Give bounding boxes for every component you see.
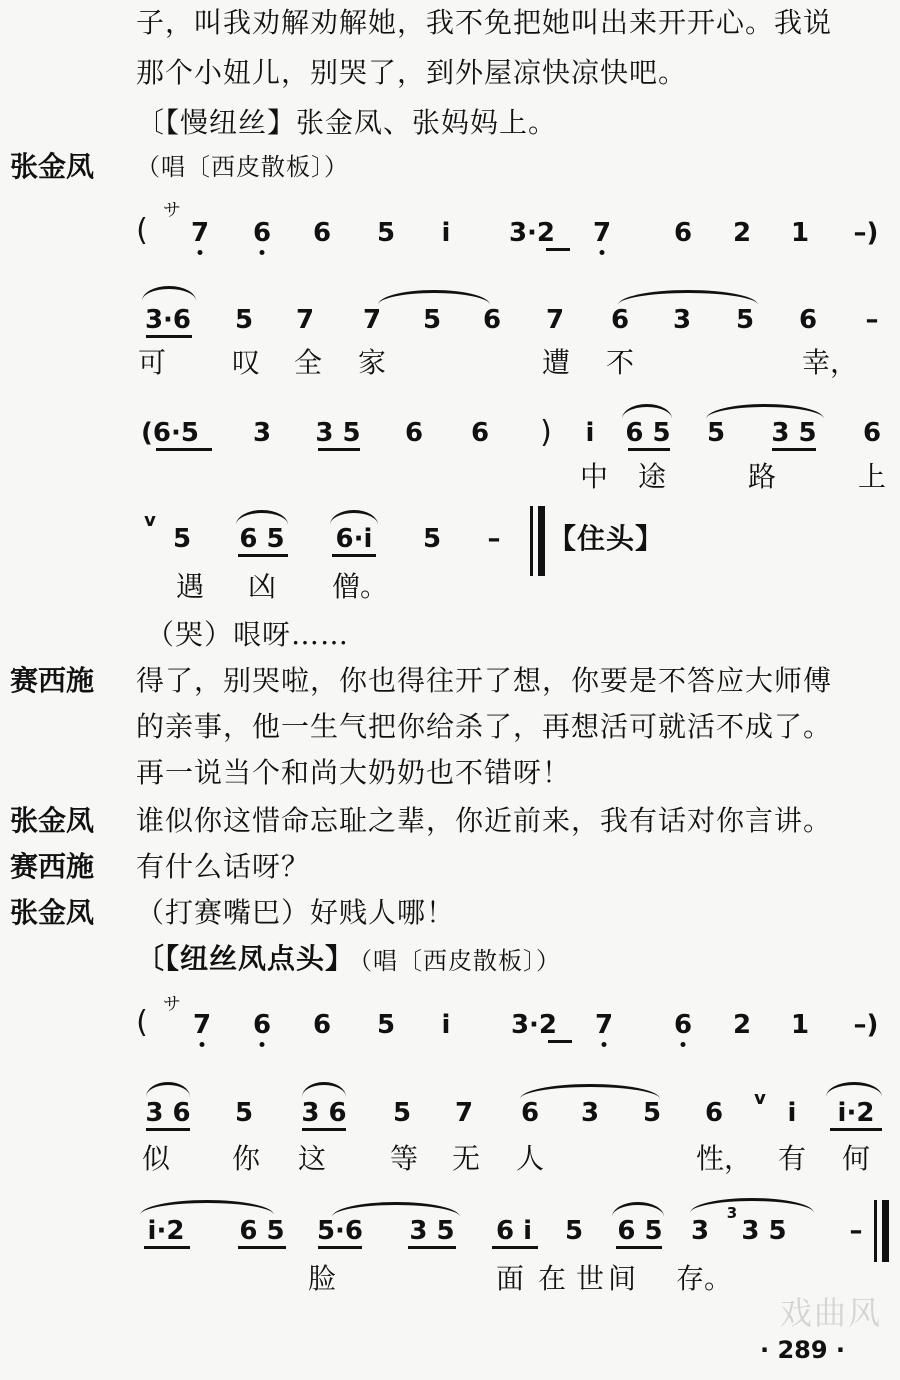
slur	[706, 404, 824, 419]
note: 5	[706, 418, 726, 448]
tempo-sign: サ	[163, 994, 181, 1015]
note: 6	[862, 418, 882, 448]
note: 7	[295, 305, 315, 335]
note: 6 i	[495, 1216, 533, 1246]
lyric: 上	[857, 460, 887, 493]
note: –	[487, 524, 501, 554]
note: 6	[404, 418, 424, 448]
grace-note: 3	[726, 1204, 738, 1222]
lyric: 世	[575, 1262, 605, 1295]
note: 3	[672, 305, 692, 335]
note: 3 6	[145, 1098, 191, 1128]
breath-mark: v	[754, 1088, 766, 1109]
lyric: 无	[451, 1142, 481, 1175]
barline-thin	[530, 506, 533, 576]
note: 3	[690, 1216, 710, 1246]
note: i	[441, 218, 451, 248]
note: i·2	[147, 1216, 185, 1246]
slur	[690, 1198, 814, 1213]
note: 7	[362, 305, 382, 335]
sing-direction: （唱〔西皮散板〕）	[136, 153, 349, 181]
underline	[332, 554, 376, 557]
underline	[492, 1246, 538, 1249]
note: 6·i	[335, 524, 373, 554]
lyric: 路	[747, 460, 777, 493]
lyric: 有	[777, 1142, 807, 1175]
lyric: 性，	[695, 1142, 753, 1175]
lyric: 存。	[675, 1262, 733, 1295]
note: 5	[376, 218, 396, 248]
note: 3 5	[315, 418, 361, 448]
dialogue-line: （打赛嘴巴）好贱人哪！	[136, 896, 456, 929]
underline	[772, 448, 816, 451]
speaker-name: 张金凤	[10, 896, 95, 929]
note: 5	[172, 524, 192, 554]
note: 6	[312, 1010, 332, 1040]
score-open-paren: (	[136, 1005, 148, 1040]
note: 5	[234, 305, 254, 335]
dialogue-line: 再一说当个和尚大奶奶也不错呀！	[136, 756, 572, 789]
lyric: 可	[137, 346, 167, 379]
note: 6	[252, 218, 272, 248]
note: i	[585, 418, 595, 448]
note: 5	[234, 1098, 254, 1128]
note: –	[849, 1216, 863, 1246]
underline	[830, 1128, 882, 1131]
note: 6 5	[239, 1216, 285, 1246]
note: i·2	[837, 1098, 875, 1128]
slur	[520, 1084, 660, 1099]
note: 3·6	[144, 305, 192, 335]
lyric: 家	[357, 346, 387, 379]
note: 3	[252, 418, 272, 448]
stage-direction-1: 〔【慢纽丝】张金凤、张妈妈上。	[136, 106, 558, 139]
low-dot	[198, 250, 203, 255]
lyric: 似	[141, 1142, 171, 1175]
note: 3 5	[741, 1216, 787, 1246]
note: 6	[252, 1010, 272, 1040]
note: 3 6	[301, 1098, 347, 1128]
low-dot	[260, 250, 265, 255]
stage-direction-2: 〔【纽丝凤点头】	[136, 942, 355, 975]
close-paren: )	[540, 415, 552, 450]
lyric: 遭	[541, 346, 571, 379]
note: –	[865, 305, 879, 335]
underline	[144, 1246, 190, 1249]
dialogue-line: 得了，别哭啦，你也得往开了想，你要是不答应大师傅	[136, 664, 833, 697]
note: i	[441, 1010, 451, 1040]
note: 6	[482, 305, 502, 335]
note: 5	[564, 1216, 584, 1246]
note: 6	[673, 1010, 693, 1040]
underline	[156, 448, 212, 451]
underline	[546, 248, 570, 251]
note: 3	[580, 1098, 600, 1128]
note: i	[787, 1098, 797, 1128]
underline	[238, 554, 288, 557]
lyric: 等	[389, 1142, 419, 1175]
slur	[622, 404, 672, 419]
underline	[146, 335, 192, 338]
barline-thick	[538, 506, 545, 576]
lyric: 间	[607, 1262, 637, 1295]
note: 5	[422, 524, 442, 554]
low-dot	[200, 1042, 205, 1047]
slur	[618, 290, 758, 305]
note: 3 5	[771, 418, 817, 448]
note: 7	[545, 305, 565, 335]
underline	[238, 1246, 286, 1249]
note: 7	[592, 218, 612, 248]
lyric: 人	[515, 1142, 545, 1175]
note: 6	[610, 305, 630, 335]
lyric: 你	[231, 1142, 261, 1175]
speaker-name: 张金凤	[10, 804, 95, 837]
slur	[332, 1202, 460, 1217]
note: 7	[594, 1010, 614, 1040]
note: 1	[790, 1010, 810, 1040]
lyric: 遇	[175, 570, 205, 603]
note: 6 5	[625, 418, 671, 448]
lyric: 途	[637, 460, 667, 493]
barline-thick	[882, 1200, 889, 1262]
slur	[612, 1202, 664, 1217]
low-dot	[260, 1042, 265, 1047]
note: 7	[190, 218, 210, 248]
note: 6	[312, 218, 332, 248]
lyric: 脸	[307, 1262, 337, 1295]
underline	[318, 1246, 362, 1249]
low-dot	[681, 1042, 686, 1047]
note: –)	[853, 1010, 879, 1040]
lyric: 在	[537, 1262, 567, 1295]
underline	[548, 1040, 572, 1043]
slur	[330, 510, 378, 525]
underline	[616, 1246, 662, 1249]
slur	[378, 290, 490, 305]
underline	[408, 1246, 456, 1249]
lyric: 叹	[231, 346, 261, 379]
slur	[826, 1082, 882, 1097]
page-number: · 289 ·	[760, 1336, 846, 1364]
tempo-sign: サ	[163, 200, 181, 221]
intro-line-1: 子，叫我劝解劝解她，我不免把她叫出来开开心。我说	[136, 6, 833, 39]
note: 6	[704, 1098, 724, 1128]
intro-line-2: 那个小妞儿，别哭了，到外屋凉快凉快吧。	[136, 56, 688, 89]
lyric: 面	[495, 1262, 525, 1295]
cry-direction: （哭）哏呀……	[146, 618, 350, 651]
slur	[146, 1082, 190, 1097]
note: 5	[376, 1010, 396, 1040]
note: 6	[673, 218, 693, 248]
slur	[142, 286, 196, 301]
ending-tag: 【住头】	[548, 522, 665, 555]
note: 2	[732, 218, 752, 248]
note: 6 5	[617, 1216, 663, 1246]
low-dot	[600, 250, 605, 255]
sing-direction-2: （唱〔西皮散板〕）	[348, 947, 561, 975]
note: 3·2	[508, 218, 556, 248]
lyric: 凶	[247, 570, 277, 603]
dialogue-line: 谁似你这惜命忘耻之辈，你近前来，我有话对你言讲。	[136, 804, 833, 837]
note: 5	[642, 1098, 662, 1128]
note: 6	[470, 418, 490, 448]
note: 1	[790, 218, 810, 248]
note: 5	[392, 1098, 412, 1128]
note: –)	[853, 218, 879, 248]
note: 2	[732, 1010, 752, 1040]
note: (6·5	[141, 418, 199, 448]
speaker-name: 赛西施	[10, 850, 95, 883]
slur	[140, 1200, 274, 1215]
dialogue-line: 的亲事，他一生气把你给杀了，再想活可就活不成了。	[136, 710, 833, 743]
note: 6	[520, 1098, 540, 1128]
speaker-name: 张金凤	[10, 150, 95, 183]
underline	[146, 1128, 190, 1131]
lyric: 何	[841, 1142, 871, 1175]
note: 6 5	[239, 524, 285, 554]
note: 7	[454, 1098, 474, 1128]
underline	[302, 1128, 346, 1131]
barline-thin	[874, 1200, 877, 1262]
note: 3 5	[409, 1216, 455, 1246]
note: 7	[192, 1010, 212, 1040]
underline	[318, 448, 360, 451]
note: 5	[735, 305, 755, 335]
lyric: 中	[579, 460, 609, 493]
lyric: 这	[297, 1142, 327, 1175]
note: 6	[798, 305, 818, 335]
note: 5·6	[316, 1216, 364, 1246]
watermark: 戏曲风	[779, 1294, 882, 1332]
lyric: 不	[605, 346, 635, 379]
low-dot	[602, 1042, 607, 1047]
speaker-name: 赛西施	[10, 664, 95, 697]
dialogue-line: 有什么话呀？	[136, 850, 311, 883]
breath-mark: v	[144, 510, 156, 531]
lyric: 僧。	[331, 570, 389, 603]
slur	[302, 1082, 346, 1097]
note: 5	[422, 305, 442, 335]
slur	[236, 510, 288, 525]
lyric: 幸，	[801, 346, 859, 379]
underline	[628, 448, 670, 451]
score-open-paren: (	[136, 213, 148, 248]
lyric: 全	[293, 346, 323, 379]
note: 3·2	[510, 1010, 558, 1040]
